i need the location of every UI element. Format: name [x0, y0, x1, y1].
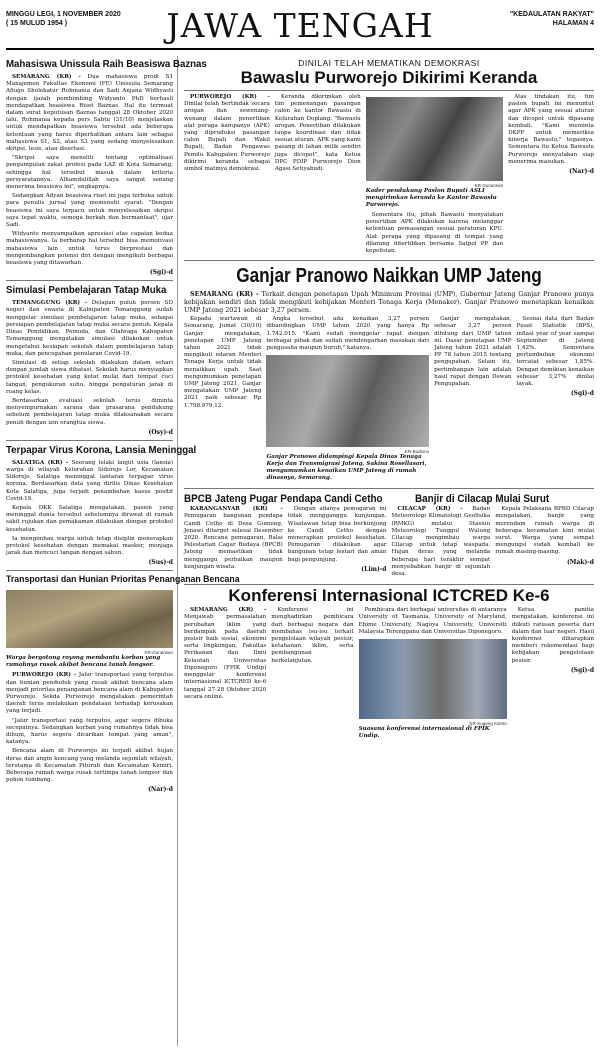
signoff: (Sgi)-d — [149, 269, 173, 277]
date-line: MINGGU LEGI, 1 NOVEMBER 2020 — [6, 11, 121, 18]
paragraph: Konferensi ini menghadirkan pembicara dari berbagai negara dan membahas isu-isu terkait pengelolaan wilayah pesisir, ketahanan iklim, serta pembangunan berkelanjutan. — [271, 607, 354, 664]
signoff: (Sgi)-d — [570, 390, 594, 398]
page-number: HALAMAN 4 — [552, 20, 594, 27]
paragraph: Bencana alam di Purworejo ini terjadi akibat hujan deras dan angin kencang yang melanda sejumlah wilayah, terutama di Kecamatan Pituruh dan Kecamatan Kemiri. Beberapa rumah warga rusak tertimpa tanah longsor dan pohon tumbang. — [6, 748, 173, 784]
paragraph: Sesuai data dari Badan Pusat Statistik (BPS), inflasi year of year sampai September di Jateng 1,42%. Sementara pertumbuhan ekonomi tercatat sebesar 1,85%. Dengan demikian kenaikan sebesar 3,27% dinilai layak. — [516, 316, 594, 388]
paragraph: Seorang lelaki lanjut usia (lansia) warga di wilayah Kelurahan Sidorejo Lor, Kecamatan Sidorejo, Salatiga meninggal lantaran terpapar virus korona. Berdasarkan data yang dirilis Dinas Kesehatan Kota Salatiga, juga terjadi penambahan kasus positif Covid-19. — [6, 459, 174, 502]
photo-credit: KR-Sugeng Kianto — [469, 721, 507, 727]
paragraph: Kepala DKK Salatiga mengatakan, pasien yang meninggal dunia tersebut sebelumnya dirawat di rumah sakit rujukan dan pemakaman dilakukan dengan protokol kesehatan. — [6, 504, 173, 533]
cilacap-col-2 — [495, 506, 594, 580]
paragraph: Badan Meteorologi Klimatologi Geofisika (BMKG) melalui Stasiun Meteorologi Tunggul Wulung Cilacap mengimbau warga Cilacap untuk tetap waspada. Hujan deras yang melanda beberapa hari terakhir sempat menyebabkan banjir di sejumlah desa. — [391, 506, 491, 578]
dateline: SEMARANG (KR) - — [190, 290, 259, 299]
masthead — [6, 4, 594, 50]
signoff: (Lim)-d — [361, 565, 387, 573]
dateline: SEMARANG (KR) - — [190, 607, 267, 614]
photo-caption: Suasana konferensi internasional di FPIK Undip. — [358, 726, 490, 740]
ump-intro — [184, 290, 594, 314]
candi-col-1 — [184, 506, 283, 580]
ump-col-1 — [184, 316, 261, 485]
article-headline[interactable]: Terpapar Virus Korona, Lansia Meninggal — [6, 443, 197, 456]
article-body — [6, 672, 173, 784]
paragraph: Ganjar mengatakan, sebesar 3,27 persen dihitung dari UMP tahun ini. Dasar penetapan UMP Jateng tahun 2021 adalah PP 78 tahun 2015 tentang pengupahan. Selain itu, pertimbangan lain adalah hasil rapat dengan Dewan Pengupahan. — [434, 316, 512, 388]
paragraph: Sementara itu, pihak Bawaslu menyatakan penertiban APK dilakukan karena melanggar ketentuan pemasangan sesuai peraturan KPU. Alat peraga yang dipasang di tempat yang dilarang ditertibkan bersama Satpol PP dan kepolisian. — [365, 212, 504, 255]
conf-col-4 — [512, 607, 594, 743]
lead-photo-block — [366, 94, 503, 257]
slogan: "KEDAULATAN RAKYAT" — [509, 11, 594, 18]
signoff: (Nar)-d — [569, 168, 595, 176]
paragraph: Simulasi di setiap sekolah dilakukan dalam sehari dengan jumlah siswa dibatasi. Sekolah harus menyiapkan protokol kesehatan yang ketat mulai dari tempat cuci tangan, pengukuran suhu, hingga pengaturan jarak di ruang kelas. — [6, 359, 173, 395]
dateline: PURWOREJO (KR) - — [12, 672, 77, 679]
paragraph: Kepala Pelaksana BPBD Cilacap mengatakan, banjir yang merendam rumah warga di beberapa kecamatan kini mulai surut. Warga yang sempat mengungsi sudah kembali ke rumah masing-masing. — [495, 506, 594, 556]
article-headline[interactable]: Mahasiswa Unissula Raih Beasiswa Baznas — [6, 58, 207, 70]
ump-col-4 — [517, 316, 594, 485]
paragraph: "Skripsi saya meneliti tentang optimalisasi pengumpulan zakat profesi pada LAZ di Kota Semarang, sehingga hal tersebut masuk dalam kriteria persyaratannya. Alhamdulillah saya sangat senang menerima beasiswa ini", ungkapnya. — [6, 155, 173, 191]
signoff: (Osy)-d — [148, 428, 173, 436]
article-body — [6, 460, 173, 558]
photo-credit: KR-Gunarwan — [474, 183, 504, 188]
lead-kicker: DINILAI TELAH MEMATIKAN DEMOKRASI — [298, 58, 480, 68]
paragraph: Menjawab permasalahan perubahan iklim yang berdampak pada daerah pesisir baik sosial, ekonomi serta lingkungan, Fakultas Perikanan dan Ilmu Kelautan Universitas Diponegoro (FPIK Undip) menggelar konferensi internasional ICTCRED ke-6 tanggal 27-28 Oktober 2020 secara online. — [184, 614, 267, 700]
dateline: SALATIGA (KR) - — [12, 459, 69, 466]
paragraph: Jalur transportasi yang terputus dan hunian penduduk yang rusak akibat bencana alam menjadi prioritas penanganan bencana alam di Kabupaten Purworejo. Sekda Purworejo mengatakan pemerintah daerah terus melakukan pendataan terhadap kerusakan yang terjadi. — [6, 672, 174, 715]
article-beasiswa — [6, 58, 207, 277]
paragraph: Sedangkan Adyan beasiswa riset ini juga terbuka untuk para penulis jurnal yang memenuhi syarat. "Dengan beasiswa ini saya terpacu untuk menyelesaikan skripsi saya tepat waktu, semoga berkah dan bermanfaat", ujar Sadi. — [6, 193, 173, 229]
paragraph: Dengan adanya pemugaran ini tidak mengganggu kunjungan. Wisatawan tetap bisa berkunjung ke Candi Cetho dengan menerapkan protokol kesehatan. Pemugaran dilakukan agar bangunan tetap lestari dan aman bagi pengunjung. — [287, 506, 387, 563]
paragraph: Terkait dengan penetapan Upah Minimum Provinsi (UMP), Gubernur Jateng Ganjar Pranowo punya kebijakan sendiri dan tidak mengikuti kebijakan Menteri Tenaga Kerja (Menaker). Ganjar Pranowo menetapkan kenaikan UMP Jateng 2021 sebesar 3,27 persen. — [184, 290, 594, 315]
paragraph: Pemugaran bangunan pendapa Candi Cetho di Desa Gumeng, Jenawi ditarget selesai Desember 2020. Rencana pemugaran, Balai Pelestarian Cagar Budaya (BPCB) Jateng memastikan tidak menggangu perbaikan maupun kunjungan wisata. — [184, 513, 283, 570]
paragraph: Berdasarkan evaluasi sekolah terus diminta menyempurnakan sarana dan prasarana pendukung sebelum pembelajaran tatap muka dilaksanakan secara penuh dengan izin orangtua siswa. — [6, 397, 173, 426]
paragraph: Dinilai telah bertindak secara arogan dan sewenang-wenang dalam penertiban alat peraga kampanye (APK) yang dipruduksi pasangan calon Bupati dan Wakil Bupati, Badan Pengawas Pemilu Kabupaten Purworejo dikirimi keranda sebagai simbol matinya demokrasi. — [184, 101, 270, 173]
paragraph: Atas tindakan itu, tim paslon bupati ini menuntut agar APK yang sesuai aturan dan dicopot untuk dipasang kembali. "Kami meminta DKPP untuk memeriksa kinerja Bawaslu," tegasnya. Sementara itu Ketua Bawaslu Purworejo menyatakan siap menerima masukan. — [508, 94, 595, 165]
paragraph: Delapan puluh persen SD negeri dan swasta di Kabupaten Temanggung sudah menggelar simulasi pembelajaran tatap muka, sebagai persiapan pembelajaran tatap muka secara penuh. Kepala Dinas Pendidikan, Pemuda, dan Olahraga Kabupaten Temanggung mengatakan simulasi dilakukan untuk mengetahui kesiapan sekolah dalam pembelajaran tatap muka, dan pencegahan penularan Covid-19. — [6, 300, 173, 357]
paragraph: Widyanto menyampaikan apresiasi atas capaian kedua mahasiswanya. Ia berharap hal tersebut bisa memotivasi mahasiswa lain untuk terus berprestasi dan mengembangkan potensi diri dengan mengikuti berbagai beasiswa yang ditawarkan. — [6, 231, 173, 267]
article-headline[interactable]: Simulasi Pembelajaran Tatap Muka — [6, 284, 167, 297]
candi-headline[interactable]: BPCB Jateng Pugar Pendapa Candi Cetho — [184, 493, 383, 506]
paragraph: Keranda dikirimkan oleh tim pemenangan pasangan calon ke kantor Bawaslu di Kelurahan Doplang. "Bawaslu arogan. Penertiban dilakukan tanpa koordinasi dan tidak sesuai aturan. APK yang kami pasang di lahan milik sendiri juga dicopot", kata Ketua DPC PDIP Purworejo Dion Agasi Setiyabudi. — [274, 94, 361, 173]
paragraph: Angka tersebut ada kenaikan 3,27 persen dibandingkan UMP tahun 2020 yang hanya Rp 1.742.015. "Kami sudah menggelar rapat dengan berbagai pihak dan sudah mendengarkan masukan dari pengusaha maupun buruh," katanya. — [266, 316, 430, 352]
paragraph: "Jalur transportasi yang terputus, agar segera dibuka secepatnya. Sedangkan korban yang rumahnya tidak bisa dihuni, harus segera dicarikan tempat yang aman", katanya. — [6, 717, 173, 746]
paragraph: Pembicara dari berbagai universitas di antaranya University of Tasmania, University of Maryland, Ehime University, Nagoya University, Universiti Malaysia Terengganu dan Universitas Diponegoro. — [358, 607, 507, 635]
article-body — [6, 300, 173, 426]
dateline: KARANGANYAR (KR) - — [190, 506, 283, 513]
candi-col-2 — [288, 506, 387, 580]
ump-col-3 — [434, 316, 511, 485]
signoff: (Mak)-d — [566, 558, 594, 566]
divider — [6, 570, 173, 571]
conf-col-3 — [359, 607, 507, 636]
paragraph: Ketua panitia mengatakan, konferensi ini diikuti ratusan peserta dari dalam dan luar negeri. Hasil konferensi diharapkan memberi rekomendasi bagi kebijakan pengelolaan pesisir. — [511, 607, 595, 664]
lead-col-1 — [184, 94, 270, 257]
photo-credit: KR-Budiono — [404, 449, 430, 455]
main-column — [184, 56, 594, 1046]
hijri-date-line: ( 15 MULUD 1954 ) — [6, 20, 68, 27]
divider — [184, 488, 594, 489]
lead-col-2 — [275, 94, 361, 257]
paragraph: Ia mengimbau warga untuk tetap disiplin menerapkan protokol kesehatan dengan memakai masker, menjaga jarak dan mencuci tangan dengan sabun. — [6, 535, 173, 557]
flood-photo — [6, 590, 173, 648]
conference-photo — [359, 639, 507, 719]
lead-article — [184, 94, 594, 257]
article-body — [6, 74, 173, 267]
article-headline[interactable]: Transportasi dan Hunian Prioritas Penanganan Bencana — [6, 574, 240, 586]
dateline: TEMANGGUNG (KR) - — [12, 300, 88, 307]
paragraph: Kepada wartawan di Semarang, Jumat (30/10) Ganjar mengatakan, penetapan UMP Jateng tahun 2021 tidak mengikuti edaran Menteri Tenaga Kerja untuk tidak menaikkan upah. Saat mengumumkan penetapan UMP Jateng 2021, Ganjar mengatakan UMP Jateng 2021 naik sebesar Rp 1.798.979,12. — [184, 316, 262, 409]
photo-caption: Kader pendukung Paslon Bupati ASLI mengirimkan keranda ke Kantor Bawaslu Purworejo. — [365, 188, 497, 208]
photo-caption: Warga bergotong royong membantu korban yang rumahnya rusak akibat bencana tanah longsor. — [6, 655, 161, 669]
sub-headlines — [184, 492, 594, 506]
cilacap-headline[interactable]: Banjir di Cilacap Mulai Surut — [414, 493, 549, 506]
conf-photo-block — [359, 607, 507, 743]
ganjar-photo — [266, 355, 429, 447]
signoff: (Sus)-d — [148, 559, 173, 567]
photo-caption: Ganjar Pranowo didampingi Kepala Dinas Tenaga Kerja dan Transmigrasi Jateng, Sakina Rosellasari, mengumumkan kenaikan UMP Jateng di rumah dinasnya, Semarang. — [266, 454, 427, 482]
divider — [6, 440, 173, 441]
divider — [6, 280, 173, 281]
ump-article — [184, 316, 594, 485]
article-korona — [6, 443, 197, 567]
masthead-right — [510, 10, 594, 28]
ump-headline[interactable]: Ganjar Pranowo Naikkan UMP Jateng — [236, 265, 542, 288]
lead-col-3 — [366, 212, 503, 255]
cilacap-col-1 — [392, 506, 491, 580]
ump-photo-block — [266, 316, 429, 485]
signoff: (Nar)-d — [148, 786, 173, 794]
signoff: (Sgi)-d — [570, 666, 595, 674]
photo-credit: KR-Gunarwan — [144, 650, 173, 656]
conference-article — [184, 607, 594, 743]
paragraph: Dua mahasiswa prodi S1 Manajemen Fakultas Ekonomi (FE) Unissula Semarang Afiugo Sholekatur Rohmania dan Sadi Anjana Widhyasti dengan ijazah pembimbing Widyanto PhD berhasil mendapatkan beasiswa Riset Baznas. Hal itu termuat dalam surat keputusan Baznas tanggal 28 Oktober 2020 lalu. Rohmania kepada pers Sabtu (31/10) menjelaskan untuk mendapatkan beasiswa tersebut ada beberapa ketentuan yang harus diperhatikan antara lain sebagai mahasiswa S1, S2, atau S3 yang sedang menyelesaikan skripsi, tesis, atau disertasi. — [6, 74, 174, 153]
dateline: PURWOREJO (KR) - — [190, 94, 270, 100]
lead-headline[interactable]: Bawaslu Purworejo Dikirimi Keranda — [184, 68, 594, 91]
ump-col-2 — [266, 316, 429, 352]
lead-col-4 — [508, 94, 594, 257]
dateline: CILACAP (KR) - — [397, 506, 463, 513]
newspaper-section-title: JAWA TENGAH — [166, 6, 434, 45]
divider — [184, 260, 594, 261]
conf-col-1 — [184, 607, 266, 743]
conf-col-2 — [271, 607, 353, 743]
article-simulasi — [6, 284, 173, 435]
candi-cilacap-articles — [184, 506, 594, 580]
keranda-photo — [366, 97, 503, 181]
conference-headline[interactable]: Konferensi Internasional ICTCRED Ke-6 — [184, 584, 594, 607]
dateline: SEMARANG (KR) - — [12, 74, 81, 80]
